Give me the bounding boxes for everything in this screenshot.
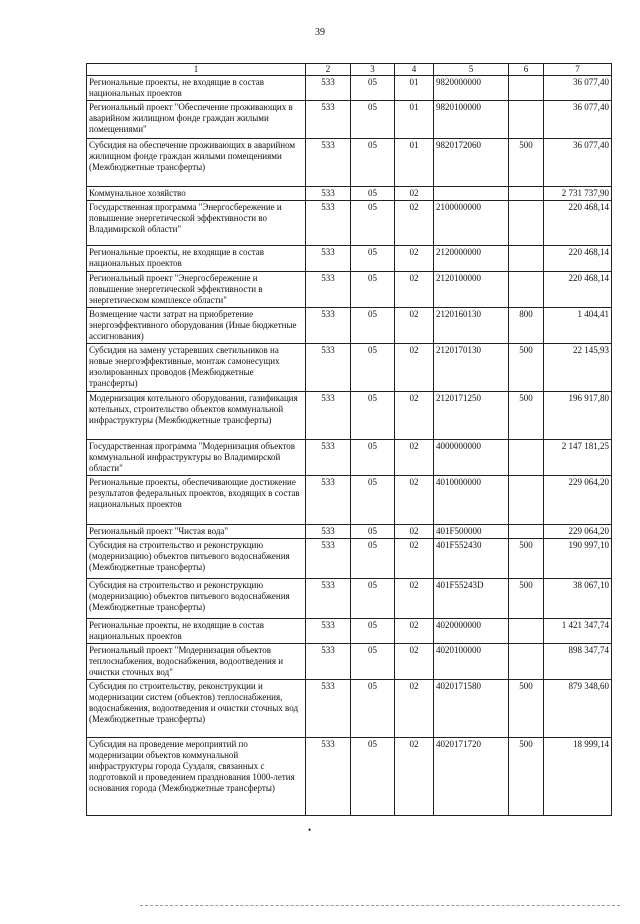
row-code-5: 401F55243D	[434, 579, 509, 619]
row-name: Региональный проект "Модернизация объектов теплоснабжения, водоснабжения, водоотведения и очистки сточных вод"	[87, 644, 306, 680]
row-code-6: 500	[509, 139, 544, 187]
header-cell-1: 1	[87, 64, 306, 76]
row-code-5: 9820000000	[434, 76, 509, 101]
row-code-6	[509, 644, 544, 680]
table-row	[87, 139, 612, 187]
row-name: Субсидия на замену устаревших светильников на новые энергоэффективные, монтаж самонесущих изолированных проводов (Межбюджетные трансферты)	[87, 344, 306, 392]
row-name: Государственная программа "Энергосбережение и повышение энергетической эффективности во Владимирской области"	[87, 201, 306, 246]
row-code-2: 533	[306, 308, 351, 344]
row-code-2: 533	[306, 738, 351, 816]
row-code-4: 02	[395, 246, 434, 272]
row-code-6	[509, 476, 544, 525]
header-cell-7: 7	[544, 64, 612, 76]
row-amount: 1 421 347,74	[544, 619, 612, 644]
table-row	[87, 644, 612, 680]
row-name: Региональный проект "Энергосбережение и повышение энергетической эффективности в энергетическом комплексе области"	[87, 272, 306, 308]
row-code-5: 4020171720	[434, 738, 509, 816]
row-amount: 220 468,14	[544, 272, 612, 308]
row-code-6: 500	[509, 738, 544, 816]
row-amount: 229 064,20	[544, 476, 612, 525]
row-code-3: 05	[351, 738, 395, 816]
row-code-6: 500	[509, 539, 544, 579]
row-amount: 879 348,60	[544, 680, 612, 738]
table-row	[87, 272, 612, 308]
row-amount: 190 997,10	[544, 539, 612, 579]
header-cell-2: 2	[306, 64, 351, 76]
row-name: Модернизация котельного оборудования, газификация котельных, строительство объектов коммунальной инфраструктуры (Межбюджетные трансферты)	[87, 392, 306, 440]
row-code-4: 02	[395, 579, 434, 619]
row-amount: 229 064,20	[544, 525, 612, 539]
stray-mark: •	[308, 825, 312, 835]
row-code-6	[509, 201, 544, 246]
row-name: Субсидия на проведение мероприятий по модернизации объектов коммунальной инфраструктуры города Суздаля, связанных с подготовкой и проведением празднования 1000-летия основания города (Межбюджетные трансферты)	[87, 738, 306, 816]
header-cell-3: 3	[351, 64, 395, 76]
row-code-2: 533	[306, 246, 351, 272]
row-code-4: 02	[395, 644, 434, 680]
row-code-5: 4000000000	[434, 440, 509, 476]
table-row	[87, 344, 612, 392]
page-number: 39	[315, 27, 325, 38]
row-code-3: 05	[351, 476, 395, 525]
row-amount: 38 067,10	[544, 579, 612, 619]
row-code-2: 533	[306, 525, 351, 539]
table-row	[87, 308, 612, 344]
row-code-3: 05	[351, 201, 395, 246]
table-header-row	[87, 64, 612, 76]
table-row	[87, 440, 612, 476]
row-code-4: 02	[395, 308, 434, 344]
row-code-3: 05	[351, 308, 395, 344]
row-code-5	[434, 187, 509, 201]
row-amount: 898 347,74	[544, 644, 612, 680]
row-code-6	[509, 440, 544, 476]
row-code-6: 500	[509, 392, 544, 440]
row-code-2: 533	[306, 539, 351, 579]
row-name: Региональный проект "Чистая вода"	[87, 525, 306, 539]
row-code-2: 533	[306, 619, 351, 644]
row-amount: 36 077,40	[544, 101, 612, 139]
row-code-6: 800	[509, 308, 544, 344]
row-code-2: 533	[306, 272, 351, 308]
row-name: Региональные проекты, не входящие в состав национальных проектов	[87, 246, 306, 272]
row-code-4: 02	[395, 201, 434, 246]
row-code-6	[509, 272, 544, 308]
row-code-4: 01	[395, 101, 434, 139]
row-code-4: 02	[395, 738, 434, 816]
row-code-5: 9820100000	[434, 101, 509, 139]
table-row	[87, 579, 612, 619]
row-code-3: 05	[351, 187, 395, 201]
row-code-2: 533	[306, 680, 351, 738]
row-code-5: 2100000000	[434, 201, 509, 246]
row-code-3: 05	[351, 539, 395, 579]
row-code-5: 2120100000	[434, 272, 509, 308]
row-code-6	[509, 525, 544, 539]
row-code-3: 05	[351, 272, 395, 308]
row-code-2: 533	[306, 392, 351, 440]
row-code-5: 4010000000	[434, 476, 509, 525]
row-code-3: 05	[351, 101, 395, 139]
row-code-4: 02	[395, 187, 434, 201]
row-code-3: 05	[351, 139, 395, 187]
row-name: Региональный проект "Обеспечение проживающих в аварийном жилищном фонде граждан жилыми помещениями"	[87, 101, 306, 139]
header-cell-4: 4	[395, 64, 434, 76]
row-code-2: 533	[306, 440, 351, 476]
row-code-2: 533	[306, 139, 351, 187]
table-row	[87, 201, 612, 246]
table-row	[87, 525, 612, 539]
row-code-3: 05	[351, 392, 395, 440]
row-code-2: 533	[306, 76, 351, 101]
row-code-5: 2120171250	[434, 392, 509, 440]
row-amount: 220 468,14	[544, 201, 612, 246]
row-name: Субсидия на строительство и реконструкцию (модернизацию) объектов питьевого водоснабжения (Межбюджетные трансферты)	[87, 539, 306, 579]
row-code-4: 02	[395, 272, 434, 308]
row-code-5: 4020000000	[434, 619, 509, 644]
row-amount: 2 147 181,25	[544, 440, 612, 476]
row-code-3: 05	[351, 619, 395, 644]
row-code-6	[509, 101, 544, 139]
row-code-4: 02	[395, 619, 434, 644]
row-code-6: 500	[509, 344, 544, 392]
row-code-4: 02	[395, 392, 434, 440]
row-code-3: 05	[351, 344, 395, 392]
row-code-6	[509, 187, 544, 201]
row-amount: 36 077,40	[544, 76, 612, 101]
row-code-6: 500	[509, 680, 544, 738]
row-code-3: 05	[351, 680, 395, 738]
row-amount: 2 731 737,90	[544, 187, 612, 201]
row-code-5: 2120160130	[434, 308, 509, 344]
table-row	[87, 738, 612, 816]
row-name: Возмещение части затрат на приобретение энергоэффективного оборудования (Иные бюджетные ассигнования)	[87, 308, 306, 344]
row-code-2: 533	[306, 476, 351, 525]
table-row	[87, 76, 612, 101]
row-name: Коммунальное хозяйство	[87, 187, 306, 201]
row-amount: 196 917,80	[544, 392, 612, 440]
row-amount: 18 999,14	[544, 738, 612, 816]
row-code-5: 9820172060	[434, 139, 509, 187]
table-row	[87, 101, 612, 139]
row-code-4: 02	[395, 344, 434, 392]
table-row	[87, 246, 612, 272]
row-code-4: 01	[395, 139, 434, 187]
row-name: Субсидия по строительству, реконструкции и модернизации систем (объектов) теплоснабжения, водоснабжения, водоотведения и очистки сточных вод (Межбюджетные трансферты)	[87, 680, 306, 738]
row-code-3: 05	[351, 246, 395, 272]
row-code-4: 02	[395, 525, 434, 539]
row-name: Субсидия на обеспечение проживающих в аварийном жилищном фонде граждан жилыми помещениями (Межбюджетные трансферты)	[87, 139, 306, 187]
row-code-5: 4020100000	[434, 644, 509, 680]
row-name: Региональные проекты, не входящие в состав национальных проектов	[87, 76, 306, 101]
row-name: Региональные проекты, обеспечивающие достижение результатов федеральных проектов, входящих в состав национальных проектов	[87, 476, 306, 525]
row-code-5: 2120170130	[434, 344, 509, 392]
row-code-3: 05	[351, 644, 395, 680]
row-code-3: 05	[351, 525, 395, 539]
row-name: Региональные проекты, не входящие в состав национальных проектов	[87, 619, 306, 644]
budget-table	[86, 63, 612, 816]
row-code-4: 02	[395, 440, 434, 476]
row-code-6	[509, 619, 544, 644]
table-row	[87, 680, 612, 738]
row-code-4: 01	[395, 76, 434, 101]
row-code-5: 2120000000	[434, 246, 509, 272]
header-cell-6: 6	[509, 64, 544, 76]
row-code-3: 05	[351, 76, 395, 101]
table-row	[87, 187, 612, 201]
row-code-6	[509, 246, 544, 272]
row-code-3: 05	[351, 579, 395, 619]
row-code-4: 02	[395, 539, 434, 579]
row-code-4: 02	[395, 476, 434, 525]
row-code-5: 401F552430	[434, 539, 509, 579]
row-code-2: 533	[306, 187, 351, 201]
row-code-2: 533	[306, 644, 351, 680]
row-name: Государственная программа "Модернизация объектов коммунальной инфраструктуры во Владимирской области"	[87, 440, 306, 476]
row-code-5: 4020171580	[434, 680, 509, 738]
row-code-2: 533	[306, 201, 351, 246]
row-amount: 22 145,93	[544, 344, 612, 392]
row-amount: 1 404,41	[544, 308, 612, 344]
table-row	[87, 619, 612, 644]
row-code-3: 05	[351, 440, 395, 476]
header-cell-5: 5	[434, 64, 509, 76]
row-code-2: 533	[306, 344, 351, 392]
scan-edge-line	[140, 905, 620, 906]
row-code-4: 02	[395, 680, 434, 738]
row-code-2: 533	[306, 579, 351, 619]
row-code-5: 401F500000	[434, 525, 509, 539]
row-code-2: 533	[306, 101, 351, 139]
row-code-6: 500	[509, 579, 544, 619]
table-row	[87, 476, 612, 525]
row-amount: 220 468,14	[544, 246, 612, 272]
table-row	[87, 539, 612, 579]
row-code-6	[509, 76, 544, 101]
table-row	[87, 392, 612, 440]
row-amount: 36 077,40	[544, 139, 612, 187]
row-name: Субсидия на строительство и реконструкцию (модернизацию) объектов питьевого водоснабжения (Межбюджетные трансферты)	[87, 579, 306, 619]
